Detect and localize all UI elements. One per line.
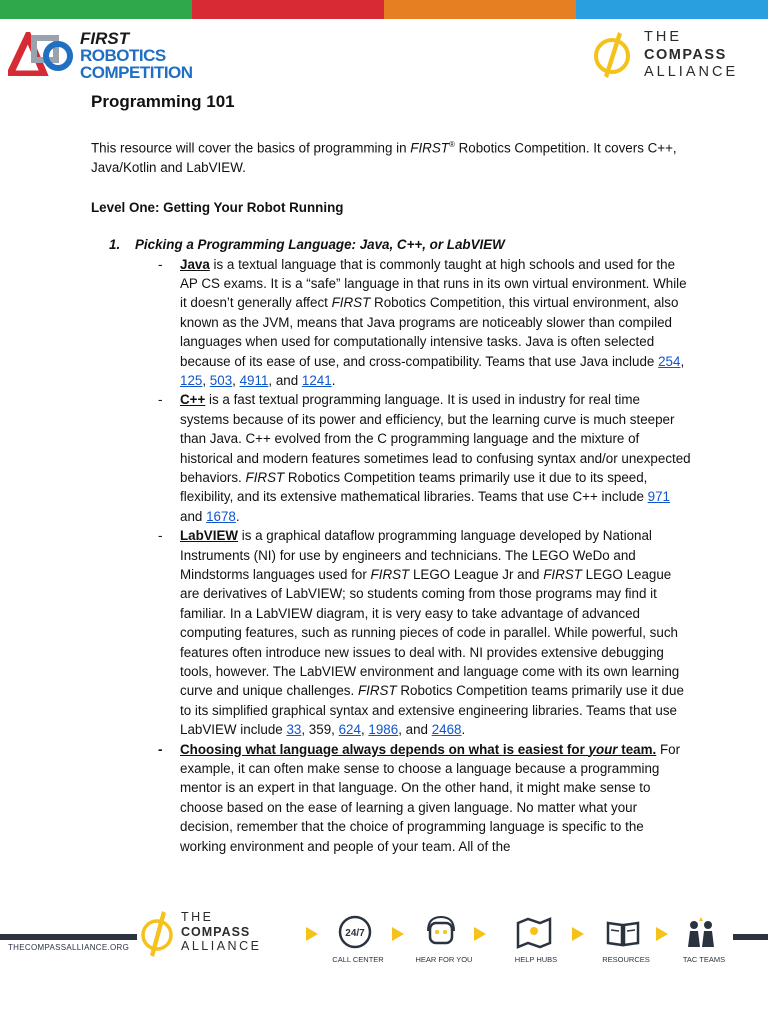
- document-body: [91, 92, 691, 856]
- labview-text-3: LEGO League are derivatives of LabVIEW; so students coming from those programs may find it familiar. In a LabVIEW diagram, it is very easy to take advantage of advanced computing features, such as running pieces of code in parallel. While powerful, such features often introduce new issues to deal with. NI provides extensive debugging tools, however. The LabVIEW environment and language come with its own learning curve and unique challenges.: [180, 567, 680, 699]
- chevron-right-icon: [474, 927, 486, 941]
- service-label: HEAR FOR YOU: [415, 955, 473, 964]
- intro-text: This resource will cover the basics of programming in: [91, 140, 411, 156]
- labview-text-1: is a graphical dataflow programming language developed by National Instruments (NI) for use by engineers and technicians. The LEGO WeDo and Mindstorms languages used for: [180, 528, 652, 582]
- compass-logo-line2: COMPASS: [644, 46, 727, 63]
- service-hear-for-you[interactable]: [415, 915, 473, 964]
- page-title: Programming 101: [91, 92, 235, 111]
- service-call-center[interactable]: [332, 915, 384, 964]
- first-logo-line1: FIRST: [80, 29, 130, 48]
- color-bar-green: [0, 0, 192, 19]
- cpp-first: FIRST: [245, 469, 285, 485]
- language-list: [158, 255, 691, 857]
- color-bar-blue: [576, 0, 768, 19]
- labview-first-2: FIRST: [543, 567, 582, 582]
- service-resources[interactable]: [602, 915, 650, 964]
- separator: ,: [202, 372, 210, 388]
- service-label: HELP HUBS: [514, 955, 558, 964]
- separator: and: [180, 508, 207, 524]
- map-icon: [516, 915, 552, 949]
- bullet-dash: -: [158, 528, 163, 544]
- first-logo-line3: COMPETITION: [80, 63, 193, 82]
- intro-text-end: Robotics Competition. It covers C++, Java/Kotlin and LabVIEW.: [91, 140, 677, 176]
- list-item-choosing: [158, 740, 691, 856]
- team-link-971[interactable]: 971: [647, 489, 670, 505]
- chevron-right-icon: [656, 927, 668, 941]
- separator: ,: [680, 353, 685, 369]
- choosing-heading: [180, 742, 656, 757]
- footer-rule-right: [733, 934, 768, 940]
- separator: ,: [360, 722, 369, 738]
- service-help-hubs[interactable]: [514, 915, 558, 964]
- service-label: RESOURCES: [602, 955, 650, 964]
- separator: ,: [232, 372, 240, 388]
- list-item-labview: [158, 526, 691, 739]
- period: .: [331, 372, 336, 388]
- team-link-1986[interactable]: 1986: [368, 722, 399, 738]
- team-link-503[interactable]: 503: [209, 372, 233, 388]
- labview-text-2: LEGO League Jr and: [409, 567, 544, 582]
- footer-compass-icon: [140, 909, 178, 959]
- item-number: 1.: [109, 237, 121, 253]
- svg-text:24/7: 24/7: [345, 928, 365, 939]
- first-logo-line2: ROBOTICS: [80, 46, 166, 65]
- footer-compass-logo: [181, 911, 261, 953]
- footer-logo-line3: ALLIANCE: [181, 939, 262, 953]
- term-labview: LabVIEW: [180, 528, 239, 544]
- chevron-right-icon: [392, 927, 404, 941]
- intro-paragraph: [91, 135, 691, 177]
- compass-logo-line3: ALLIANCE: [644, 64, 739, 80]
- term-java: Java: [180, 256, 210, 272]
- compass-logo-icon: [592, 32, 638, 80]
- headset-icon: [424, 915, 458, 949]
- java-first: FIRST: [331, 295, 371, 311]
- color-bar-orange: [384, 0, 576, 19]
- choosing-text: For example, it can often make sense to choose a language because a programming mentor is an expert in that language. On the other hand, it might make sense to choose based on the ease of learning a given language. No matter what your decision, remember that the choice of programming language is specific to the working environment and people of your team. All of the: [180, 741, 681, 854]
- period: .: [235, 508, 240, 524]
- term-cpp: C++: [180, 392, 206, 408]
- period: .: [461, 722, 466, 738]
- team-link-624[interactable]: 624: [338, 722, 361, 738]
- top-color-bar: [0, 0, 768, 19]
- service-label: TAC TEAMS: [682, 955, 726, 964]
- list-item-java: [158, 255, 691, 391]
- registered-mark: ®: [448, 140, 455, 150]
- list-item-cpp: [158, 390, 691, 526]
- cpp-text-2: Robotics Competition teams primarily use it due to its speed, flexibility, and its extensive mathematical libraries. Teams that use C++ include: [180, 469, 648, 505]
- team-link-1678[interactable]: 1678: [206, 508, 236, 524]
- team-link-2468[interactable]: 2468: [431, 722, 462, 738]
- footer: [0, 905, 768, 985]
- item-title: Picking a Programming Language: Java, C++, or LabVIEW: [135, 237, 505, 253]
- color-bar-red: [192, 0, 384, 19]
- footer-logo-line1: THE: [181, 910, 214, 924]
- team-link-4911[interactable]: 4911: [239, 372, 269, 388]
- labview-first-3: FIRST: [357, 683, 397, 699]
- footer-rule-left: [0, 934, 137, 940]
- team-link-254[interactable]: 254: [658, 353, 681, 369]
- first-logo-icon: [8, 32, 74, 76]
- java-text-2: Robotics Competition, this virtual environment, also known as the JVM, means that Java programs are noticeably slower than compiled languages when used for computationally intensive tasks. Java is often selected because of its ease of use, and cross-compatibility. Teams that use Java include: [180, 295, 679, 369]
- labview-first-1: FIRST: [370, 567, 410, 582]
- service-label: CALL CENTER: [332, 955, 384, 964]
- book-icon: [606, 915, 640, 949]
- phone-247-icon: [338, 915, 372, 949]
- bullet-dash: -: [158, 256, 163, 272]
- separator: , and: [398, 722, 432, 738]
- separator: , and: [268, 372, 302, 388]
- choosing-bold-1: Choosing what language always depends on what is easiest for: [180, 741, 589, 757]
- footer-website[interactable]: THECOMPASSALLIANCE.ORG: [8, 943, 130, 952]
- cpp-text-1: is a fast textual programming language. It is used in industry for real time systems because of its power and efficiency, but the learning curve is much steeper than Java. C++ evolved from the C programming language and the mixture of historical and modern features sometimes lead to confusing syntax and/or unexpected behaviors.: [180, 392, 691, 485]
- team-icon: [684, 915, 718, 949]
- labview-plain-team: , 359,: [301, 722, 339, 738]
- team-link-33[interactable]: 33: [286, 722, 302, 738]
- labview-text-4: Robotics Competition teams primarily use it due to its simplified graphical syntax and extensive engineering libraries. Teams that use LabVIEW include: [180, 683, 684, 738]
- choosing-your: your: [588, 741, 618, 757]
- footer-logo-line2: COMPASS: [181, 924, 251, 939]
- bullet-dash: -: [158, 392, 163, 408]
- java-text-1: is a textual language that is commonly taught at high schools and used for the AP CS exams. It is a “safe” language in that runs in its own virtual environment. While it doesn’t generally affect: [180, 256, 687, 311]
- team-link-1241[interactable]: 1241: [301, 372, 332, 388]
- compass-alliance-logo: [592, 28, 762, 84]
- bullet-dash: -: [158, 741, 163, 757]
- section-item-1: [109, 235, 691, 254]
- level-heading: Level One: Getting Your Robot Running: [91, 199, 344, 215]
- chevron-right-icon: [306, 927, 318, 941]
- choosing-bold-2: team.: [617, 741, 657, 757]
- first-robotics-logo: [8, 30, 193, 80]
- intro-first: FIRST: [410, 140, 449, 156]
- service-tac-teams[interactable]: [682, 915, 726, 964]
- chevron-right-icon: [572, 927, 584, 941]
- compass-logo-line1: THE: [644, 29, 682, 45]
- team-link-125[interactable]: 125: [180, 372, 203, 388]
